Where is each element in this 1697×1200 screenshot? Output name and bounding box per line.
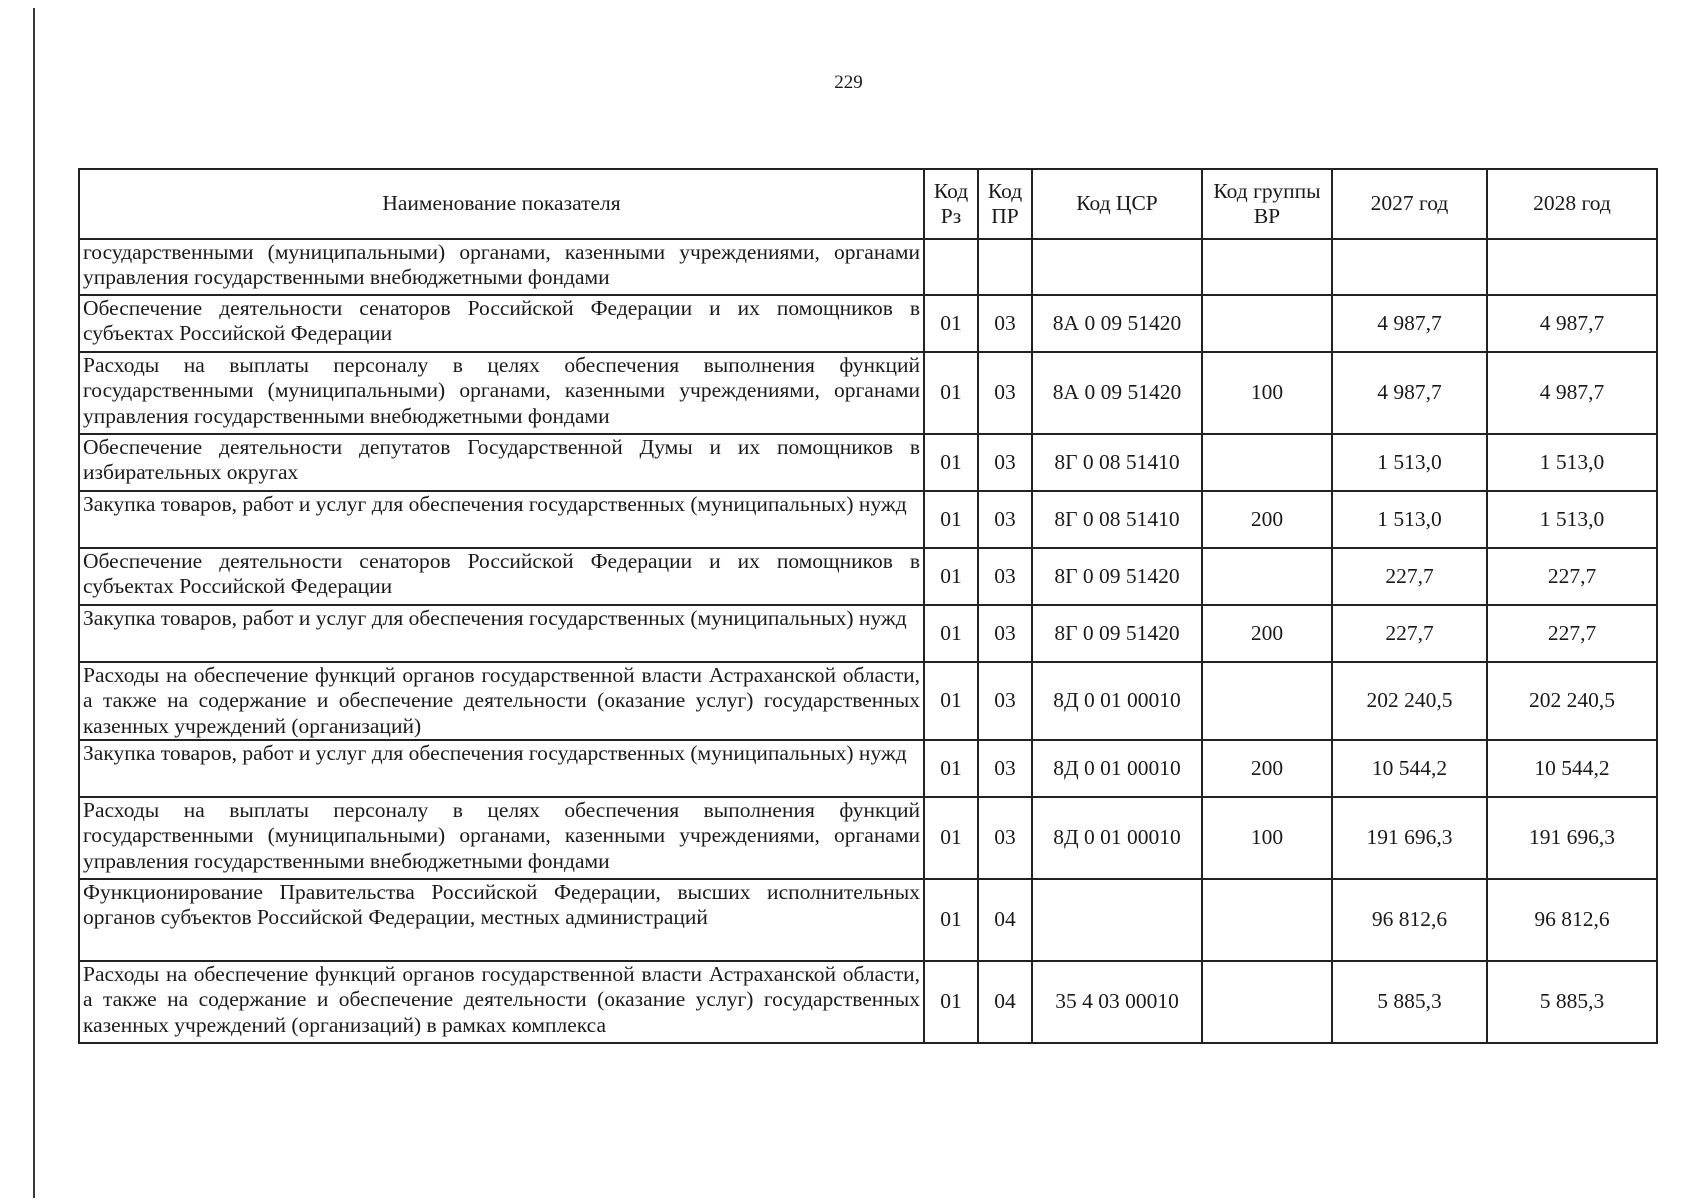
cell-vr [1202, 548, 1332, 605]
table-row [79, 879, 1657, 961]
cell-2027: 227,7 [1332, 605, 1487, 662]
cell-name: Обеспечение деятельности депутатов Государственной Думы и их помощников в избирательных округах [79, 434, 924, 491]
cell-2028: 202 240,5 [1487, 662, 1657, 740]
cell-pr: 03 [978, 548, 1032, 605]
table-header-row [79, 169, 1657, 239]
cell-csr: 8А 0 09 51420 [1032, 352, 1202, 434]
cell-vr [1202, 295, 1332, 352]
cell-2027: 227,7 [1332, 548, 1487, 605]
cell-2027: 1 513,0 [1332, 491, 1487, 548]
cell-2028: 10 544,2 [1487, 740, 1657, 797]
cell-vr [1202, 434, 1332, 491]
cell-2028: 4 987,7 [1487, 295, 1657, 352]
table-row [79, 548, 1657, 605]
cell-2027: 202 240,5 [1332, 662, 1487, 740]
cell-rz [924, 239, 978, 295]
table-row [79, 740, 1657, 797]
cell-2028: 5 885,3 [1487, 961, 1657, 1043]
table-row [79, 797, 1657, 879]
header-name: Наименование показателя [79, 169, 924, 239]
cell-vr [1202, 239, 1332, 295]
cell-2027: 96 812,6 [1332, 879, 1487, 961]
table-row [79, 605, 1657, 662]
cell-rz: 01 [924, 295, 978, 352]
cell-name: Расходы на выплаты персоналу в целях обеспечения выполнения функций государственными (муниципальными) органами, казенными учреждениями, органами управления государственными внебюджетными фондами [79, 797, 924, 879]
cell-2027: 4 987,7 [1332, 352, 1487, 434]
cell-2028: 4 987,7 [1487, 352, 1657, 434]
cell-name: Расходы на выплаты персоналу в целях обеспечения выполнения функций государственными (муниципальными) органами, казенными учреждениями, органами управления государственными внебюджетными фондами [79, 352, 924, 434]
cell-2028: 1 513,0 [1487, 434, 1657, 491]
table-body [79, 239, 1657, 1043]
cell-name: Функционирование Правительства Российской Федерации, высших исполнительных органов субъектов Российской Федерации, местных администраций [79, 879, 924, 961]
table-row [79, 491, 1657, 548]
cell-2028: 227,7 [1487, 605, 1657, 662]
table-row [79, 295, 1657, 352]
header-vr: Код группы ВР [1202, 169, 1332, 239]
cell-name: Закупка товаров, работ и услуг для обеспечения государственных (муниципальных) нужд [79, 491, 924, 548]
cell-rz: 01 [924, 879, 978, 961]
cell-pr: 03 [978, 434, 1032, 491]
cell-pr: 04 [978, 879, 1032, 961]
cell-name: Расходы на обеспечение функций органов государственной власти Астраханской области, а также на содержание и обеспечение деятельности (оказание услуг) государственных казенных учреждений (организаций) [79, 662, 924, 740]
cell-name: государственными (муниципальными) органами, казенными учреждениями, органами управления государственными внебюджетными фондами [79, 239, 924, 295]
cell-rz: 01 [924, 797, 978, 879]
cell-csr: 8Г 0 09 51420 [1032, 605, 1202, 662]
cell-csr: 8Д 0 01 00010 [1032, 797, 1202, 879]
page-margin-line [33, 8, 35, 1198]
cell-pr: 03 [978, 797, 1032, 879]
cell-pr: 03 [978, 491, 1032, 548]
cell-vr: 200 [1202, 740, 1332, 797]
cell-csr: 8Г 0 09 51420 [1032, 548, 1202, 605]
cell-csr: 8Г 0 08 51410 [1032, 491, 1202, 548]
cell-rz: 01 [924, 740, 978, 797]
cell-2028: 191 696,3 [1487, 797, 1657, 879]
cell-rz: 01 [924, 491, 978, 548]
cell-pr: 04 [978, 961, 1032, 1043]
cell-name: Закупка товаров, работ и услуг для обеспечения государственных (муниципальных) нужд [79, 605, 924, 662]
header-pr: Код ПР [978, 169, 1032, 239]
cell-name: Расходы на обеспечение функций органов государственной власти Астраханской области, а также на содержание и обеспечение деятельности (оказание услуг) государственных казенных учреждений (организаций) в рамках комплекса [79, 961, 924, 1043]
cell-pr: 03 [978, 352, 1032, 434]
cell-2027: 10 544,2 [1332, 740, 1487, 797]
cell-name: Обеспечение деятельности сенаторов Российской Федерации и их помощников в субъектах Российской Федерации [79, 295, 924, 352]
cell-csr [1032, 239, 1202, 295]
cell-vr [1202, 961, 1332, 1043]
table-row [79, 239, 1657, 295]
cell-csr: 8А 0 09 51420 [1032, 295, 1202, 352]
cell-pr: 03 [978, 605, 1032, 662]
header-2028: 2028 год [1487, 169, 1657, 239]
cell-vr [1202, 662, 1332, 740]
cell-vr: 100 [1202, 797, 1332, 879]
cell-pr: 03 [978, 740, 1032, 797]
cell-pr [978, 239, 1032, 295]
budget-table [78, 168, 1658, 1044]
cell-csr: 35 4 03 00010 [1032, 961, 1202, 1043]
cell-pr: 03 [978, 662, 1032, 740]
cell-vr: 200 [1202, 491, 1332, 548]
cell-2028: 96 812,6 [1487, 879, 1657, 961]
header-2027: 2027 год [1332, 169, 1487, 239]
cell-csr [1032, 879, 1202, 961]
cell-2027: 4 987,7 [1332, 295, 1487, 352]
table-row [79, 434, 1657, 491]
table-row [79, 961, 1657, 1043]
cell-csr: 8Г 0 08 51410 [1032, 434, 1202, 491]
cell-rz: 01 [924, 605, 978, 662]
cell-rz: 01 [924, 548, 978, 605]
cell-csr: 8Д 0 01 00010 [1032, 740, 1202, 797]
cell-vr: 200 [1202, 605, 1332, 662]
cell-2027 [1332, 239, 1487, 295]
cell-2028 [1487, 239, 1657, 295]
cell-2027: 1 513,0 [1332, 434, 1487, 491]
cell-vr [1202, 879, 1332, 961]
page-number: 229 [834, 72, 863, 93]
cell-2028: 1 513,0 [1487, 491, 1657, 548]
cell-2027: 5 885,3 [1332, 961, 1487, 1043]
header-rz: Код Рз [924, 169, 978, 239]
table-row [79, 662, 1657, 740]
cell-rz: 01 [924, 434, 978, 491]
cell-pr: 03 [978, 295, 1032, 352]
header-csr: Код ЦСР [1032, 169, 1202, 239]
cell-2027: 191 696,3 [1332, 797, 1487, 879]
cell-rz: 01 [924, 662, 978, 740]
cell-name: Обеспечение деятельности сенаторов Российской Федерации и их помощников в субъектах Российской Федерации [79, 548, 924, 605]
cell-rz: 01 [924, 352, 978, 434]
cell-csr: 8Д 0 01 00010 [1032, 662, 1202, 740]
cell-vr: 100 [1202, 352, 1332, 434]
cell-name: Закупка товаров, работ и услуг для обеспечения государственных (муниципальных) нужд [79, 740, 924, 797]
cell-rz: 01 [924, 961, 978, 1043]
cell-2028: 227,7 [1487, 548, 1657, 605]
table-row [79, 352, 1657, 434]
